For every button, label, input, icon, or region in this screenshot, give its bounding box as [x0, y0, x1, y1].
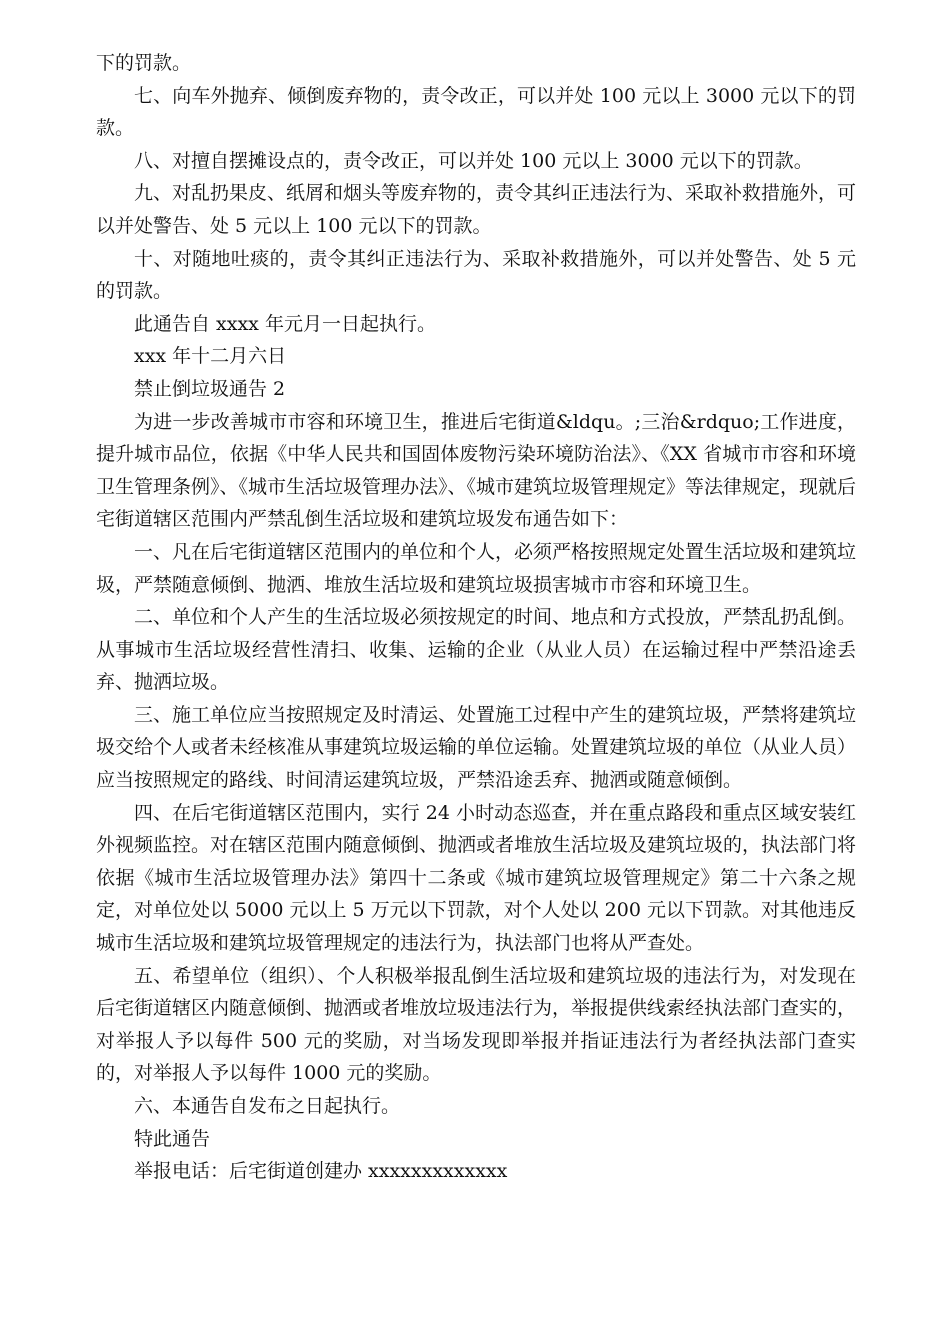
paragraph-item-5: 五、希望单位（组织）、个人积极举报乱倒生活垃圾和建筑垃圾的违法行为，对发现在后宅街道辖区内随意倾倒、抛洒或者堆放垃圾违法行为，举报提供线索经执法部门查实的，对举报人予以每件 500 元的奖励，对当场发现即举报并指证违法行为者经执法部门查实的，对举报人予以每件 1000 元的奖励。	[96, 964, 857, 1085]
paragraph-item-8: 八、对擅自摆摊设点的，责令改正，可以并处 100 元以上 3000 元以下的罚款。	[134, 149, 813, 172]
paragraph-item-2: 二、单位和个人产生的生活垃圾必须按规定的时间、地点和方式投放，严禁乱扔乱倒。从事城市生活垃圾经营性清扫、收集、运输的企业（从业人员）在运输过程中严禁沿途丢弃、抛洒垃圾。	[96, 606, 857, 694]
section-heading: 禁止倒垃圾通告 2	[134, 377, 286, 400]
paragraph-effective-date: 此通告自 xxxx 年元月一日起执行。	[134, 312, 436, 335]
paragraph-signing-date: xxx 年十二月六日	[134, 345, 287, 368]
paragraph-closing: 特此通告	[134, 1127, 211, 1150]
paragraph-item-1: 一、凡在后宅街道辖区范围内的单位和个人，必须严格按照规定处置生活垃圾和建筑垃圾，严禁随意倾倒、抛洒、堆放生活垃圾和建筑垃圾损害城市市容和环境卫生。	[96, 540, 857, 596]
paragraph-item-3: 三、施工单位应当按照规定及时清运、处置施工过程中产生的建筑垃圾，严禁将建筑垃圾交给个人或者未经核准从事建筑垃圾运输的单位运输。处置建筑垃圾的单位（从业人员）应当按照规定的路线、时间清运建筑垃圾，严禁沿途丢弃、抛洒或随意倾倒。	[96, 703, 857, 792]
document-body	[96, 47, 856, 1188]
paragraph-item-6: 六、本通告自发布之日起执行。	[134, 1095, 401, 1117]
paragraph-continuation: 下的罚款。	[96, 52, 192, 74]
paragraph-item-4: 四、在后宅街道辖区范围内，实行 24 小时动态巡查，并在重点路段和重点区域安装红外视频监控。对在辖区范围内随意倾倒、抛洒或者堆放生活垃圾及建筑垃圾的，执法部门将依据《城市生活垃圾管理办法》第四十二条或《城市建筑垃圾管理规定》第二十六条之规定，对单位处以 5000 元以上 5 万元以下罚款，对个人处以 200 元以下罚款。对其他违反城市生活垃圾和建筑垃圾管理规定的违法行为，执法部门也将从严查处。	[96, 801, 857, 955]
paragraph-hotline: 举报电话：后宅街道创建办 xxxxxxxxxxxxx	[134, 1160, 508, 1183]
paragraph-item-9: 九、对乱扔果皮、纸屑和烟头等废弃物的，责令其纠正违法行为、采取补救措施外，可以并处警告、处 5 元以上 100 元以下的罚款。	[96, 182, 857, 237]
paragraph-item-7: 七、向车外抛弃、倾倒废弃物的，责令改正，可以并处 100 元以上 3000 元以下的罚款。	[96, 84, 856, 140]
paragraph-intro: 为进一步改善城市市容和环境卫生，推进后宅街道&ldqu。;三治&rdquo;工作进度，提升城市品位，依据《中华人民共和国固体废物污染环境防治法》、《XX 省城市市容和环境卫生管理条例》、《城市生活垃圾管理办法》、《城市建筑垃圾管理规定》等法律规定，现就后宅街道辖区范围内严禁乱倒生活垃圾和建筑垃圾发布通告如下：	[96, 410, 857, 531]
paragraph-item-10: 十、对随地吐痰的，责令其纠正违法行为、采取补救措施外，可以并处警告、处 5 元的罚款。	[96, 247, 856, 303]
